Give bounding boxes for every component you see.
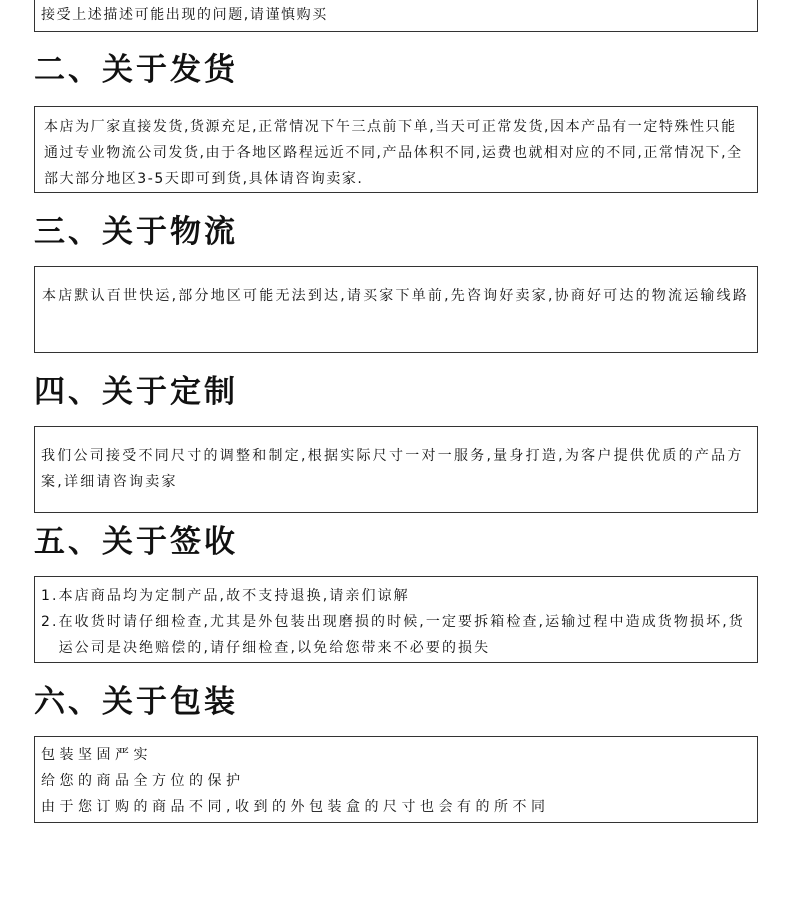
list-item-text: 本店商品均为定制产品,故不支持退换,请亲们谅解 (58, 588, 410, 604)
section-heading-logistics: 三、关于物流 (34, 214, 238, 250)
list-item (41, 609, 751, 661)
logistics-box (34, 266, 758, 353)
section-heading-packaging: 六、关于包装 (34, 684, 238, 720)
section-heading-receipt: 五、关于签收 (34, 524, 238, 560)
packaging-box (34, 736, 758, 823)
customization-box (34, 426, 758, 513)
shipping-text: 本店为厂家直接发货,货源充足,正常情况下午三点前下单,当天可正常发货,因本产品有一定特殊性只能通过专业物流公司发货,由于各地区路程远近不同,产品体积不同,运费也就相对应的不同,正常情况下,全部大部分地区3-5天即可到货,具体请咨询卖家. (44, 119, 743, 187)
list-item (41, 583, 751, 609)
shipping-box (34, 106, 758, 193)
list-item-number: 2. (41, 614, 59, 630)
packaging-line: 给您的商品全方位的保护 (41, 773, 245, 789)
list-item-text: 在收货时请仔细检查,尤其是外包装出现磨损的时候,一定要拆箱检查,运输过程中造成货物损坏,货运公司是决绝赔偿的,请仔细检查,以免给您带来不必要的损失 (58, 614, 745, 656)
section-heading-shipping: 二、关于发货 (34, 52, 238, 88)
packaging-line: 由于您订购的商品不同,收到的外包装盒的尺寸也会有的所不同 (41, 799, 550, 815)
notice-box (34, 0, 758, 32)
packaging-line: 包装坚固严实 (41, 747, 152, 763)
receipt-box (34, 576, 758, 663)
logistics-text: 本店默认百世快运,部分地区可能无法到达,请买家下单前,先咨询好卖家,协商好可达的物流运输线路 (42, 288, 749, 304)
notice-text: 接受上述描述可能出现的问题,请谨慎购买 (41, 7, 328, 23)
customization-text: 我们公司接受不同尺寸的调整和制定,根据实际尺寸一对一服务,量身打造,为客户提供优质的产品方案,详细请咨询卖家 (41, 448, 744, 490)
list-item-number: 1. (41, 588, 59, 604)
section-heading-customization: 四、关于定制 (34, 374, 238, 410)
